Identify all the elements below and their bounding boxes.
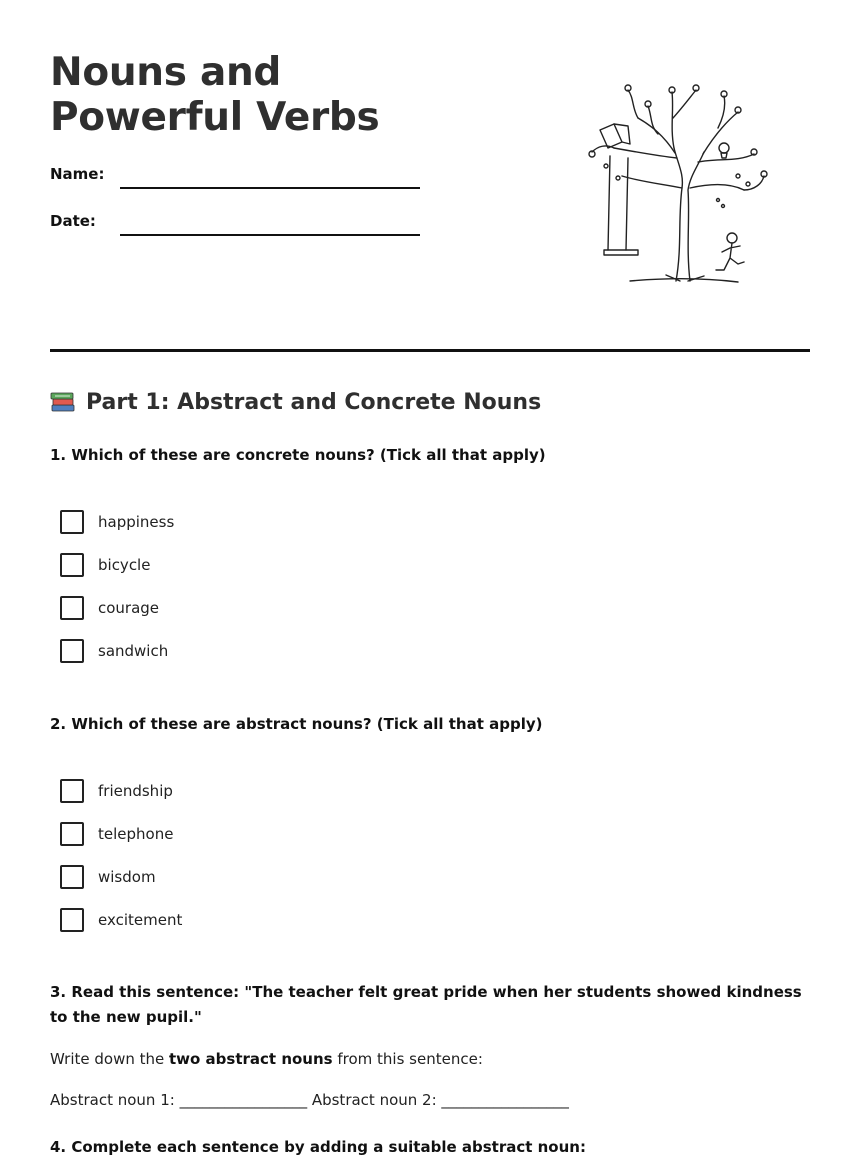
option-label: courage — [98, 599, 160, 617]
name-field[interactable] — [120, 187, 420, 189]
part1-heading — [50, 389, 541, 415]
checkbox[interactable] — [60, 596, 84, 620]
q1-option[interactable] — [60, 552, 150, 578]
part1-heading-text: Part 1: Abstract and Concrete Nouns — [86, 389, 542, 415]
checkbox[interactable] — [60, 639, 84, 663]
tree-with-swing-illustration — [578, 78, 778, 288]
q2-option[interactable] — [60, 821, 173, 847]
option-label: telephone — [98, 825, 174, 843]
question-1: 1. Which of these are concrete nouns? (Tick all that apply) — [50, 446, 546, 464]
q3-instruction-pre: Write down the — [50, 1050, 169, 1068]
q2-option[interactable] — [60, 778, 173, 804]
checkbox[interactable] — [60, 553, 84, 577]
checkbox[interactable] — [60, 908, 84, 932]
q1-option[interactable] — [60, 509, 174, 535]
date-label: Date: — [50, 212, 96, 230]
date-field[interactable] — [120, 234, 420, 236]
question-4: 4. Complete each sentence by adding a suitable abstract noun: — [50, 1138, 586, 1156]
checkbox[interactable] — [60, 822, 84, 846]
option-label: friendship — [98, 782, 173, 800]
checkbox[interactable] — [60, 865, 84, 889]
books-icon — [50, 389, 76, 415]
question-3: 3. Read this sentence: "The teacher felt great pride when her students showed kindness to the new pupil." — [50, 983, 802, 1026]
checkbox[interactable] — [60, 779, 84, 803]
q1-option[interactable] — [60, 638, 168, 664]
option-label: sandwich — [98, 642, 169, 660]
q1-option[interactable] — [60, 595, 159, 621]
name-label: Name: — [50, 165, 105, 183]
q2-option[interactable] — [60, 864, 156, 890]
q2-option[interactable] — [60, 907, 182, 933]
question-2: 2. Which of these are abstract nouns? (Tick all that apply) — [50, 715, 543, 733]
option-label: bicycle — [98, 556, 151, 574]
q3-instruction-bold: two abstract nouns — [169, 1050, 333, 1068]
q3-instruction-post: from this sentence: — [332, 1050, 483, 1068]
option-label: wisdom — [98, 868, 156, 886]
worksheet-title: Nouns and Powerful Verbs — [50, 50, 380, 140]
q3-instruction — [50, 1050, 483, 1068]
q3-answer-line[interactable]: Abstract noun 1: _________________ Abstract noun 2: _________________ — [50, 1091, 569, 1109]
option-label: happiness — [98, 513, 175, 531]
checkbox[interactable] — [60, 510, 84, 534]
section-divider — [50, 349, 810, 352]
option-label: excitement — [98, 911, 183, 929]
